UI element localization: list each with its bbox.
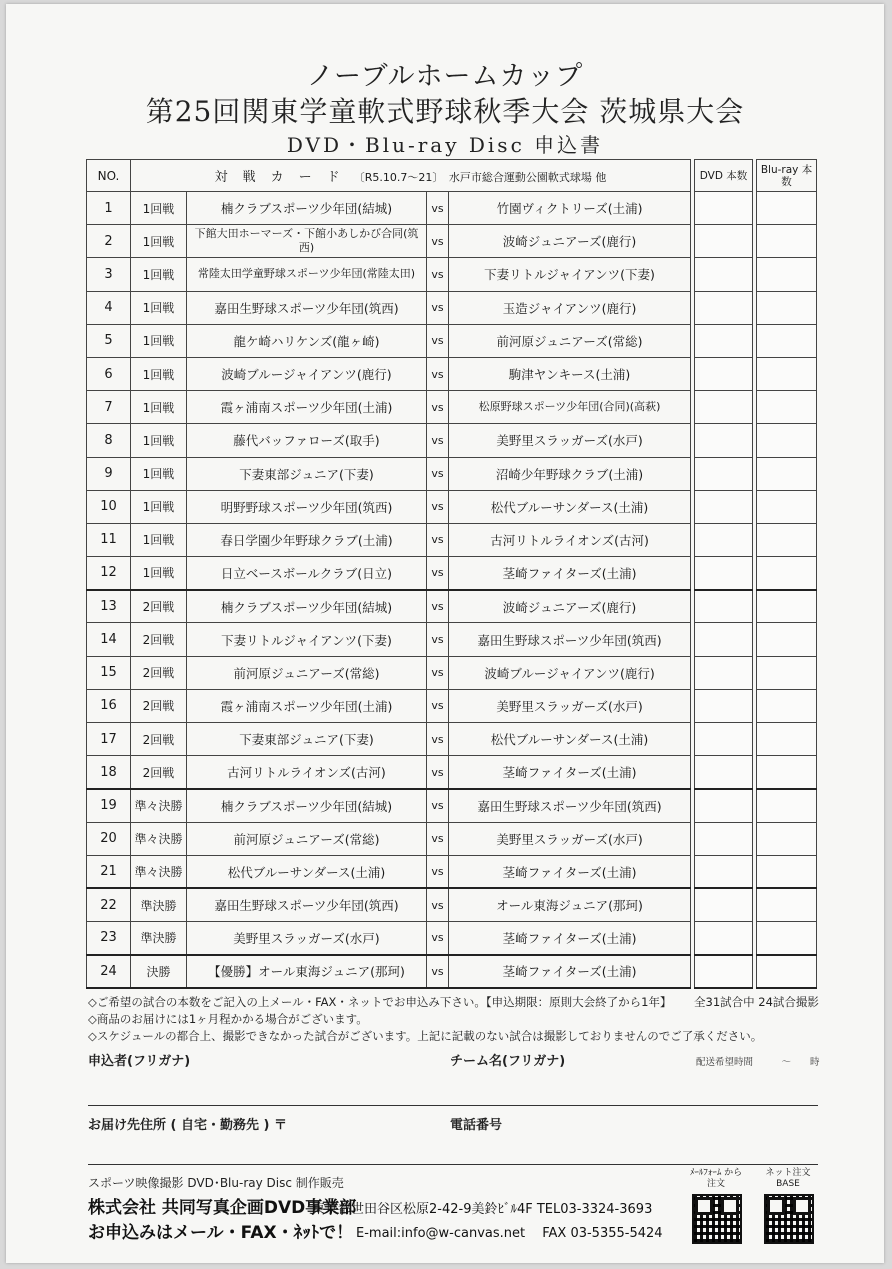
vs-label: vs [427,490,449,523]
dvd-quantity-cell[interactable] [695,391,753,424]
vs-label: vs [427,324,449,357]
vs-label: vs [427,225,449,258]
team-home: 春日学園少年野球クラブ(土浦) [187,523,427,556]
team-home: 日立ベースボールクラブ(日立) [187,557,427,590]
contact-email-fax[interactable]: E-mail:info@w-canvas.net FAX 03-5355-5424 [356,1226,663,1241]
bluray-quantity-cell[interactable] [757,590,817,623]
header-dvd: DVD 本数 [695,160,753,192]
table-row [87,689,817,722]
team-away: 松代ブルーサンダース(土浦) [449,490,691,523]
table-row [87,955,817,988]
dvd-quantity-cell[interactable] [695,656,753,689]
team-home: 下妻リトルジャイアンツ(下妻) [187,623,427,656]
vs-label: vs [427,855,449,888]
qr-mailform-icon[interactable] [692,1194,742,1244]
team-away: 前河原ジュニアーズ(常総) [449,324,691,357]
row-number: 17 [87,723,131,756]
bluray-quantity-cell[interactable] [757,324,817,357]
vs-label: vs [427,888,449,921]
table-row [87,424,817,457]
vs-label: vs [427,822,449,855]
qr-base-label: ネット注文 BASE [765,1168,811,1189]
vs-label: vs [427,590,449,623]
row-number: 12 [87,557,131,590]
dvd-quantity-cell[interactable] [695,557,753,590]
round-label: 2回戦 [131,723,187,756]
bluray-quantity-cell[interactable] [757,756,817,789]
row-number: 8 [87,424,131,457]
team-home: 【優勝】オール東海ジュニア(那珂) [187,955,427,988]
team-home: 楠クラブスポーツ少年団(結城) [187,789,427,822]
table-row [87,291,817,324]
bluray-quantity-cell[interactable] [757,258,817,291]
bluray-quantity-cell[interactable] [757,357,817,390]
table-row [87,656,817,689]
vs-label: vs [427,756,449,789]
dvd-quantity-cell[interactable] [695,523,753,556]
form-title: DVD・Blu-ray Disc 申込書 [286,133,604,157]
table-row [87,457,817,490]
round-label: 2回戦 [131,623,187,656]
bluray-quantity-cell[interactable] [757,922,817,955]
row-number: 18 [87,756,131,789]
company-address: 東京都世田谷区松原2-42-9美鈴ﾋﾞﾙ4F TEL03-3324-3693 [312,1202,653,1217]
round-label: 1回戦 [131,557,187,590]
bluray-quantity-cell[interactable] [757,789,817,822]
team-home: 明野野球スポーツ少年団(筑西) [187,490,427,523]
dvd-quantity-cell[interactable] [695,357,753,390]
round-label: 1回戦 [131,357,187,390]
team-home: 嘉田生野球スポーツ少年団(筑西) [187,888,427,921]
round-label: 1回戦 [131,457,187,490]
team-away: 駒津ヤンキース(土浦) [449,357,691,390]
dvd-quantity-cell[interactable] [695,723,753,756]
vs-label: vs [427,291,449,324]
team-home: 美野里スラッガーズ(水戸) [187,922,427,955]
team-away: 玉造ジャイアンツ(鹿行) [449,291,691,324]
team-away: 嘉田生野球スポーツ少年団(筑西) [449,789,691,822]
team-away: 茎崎ファイターズ(土浦) [449,557,691,590]
round-label: 1回戦 [131,523,187,556]
table-row [87,523,817,556]
delivery-time-label: 配送希望時間 〜 時 [696,1057,820,1068]
row-number: 7 [87,391,131,424]
note-schedule: ◇スケジュールの都合上、撮影できなかった試合がございます。上記に記載のない試合は撮影しておりませんのでご了承ください。 [88,1029,763,1043]
table-row [87,192,817,225]
team-away: 茎崎ファイターズ(土浦) [449,922,691,955]
bluray-quantity-cell[interactable] [757,822,817,855]
team-home: 下妻東部ジュニア(下妻) [187,723,427,756]
bluray-quantity-cell[interactable] [757,391,817,424]
dvd-quantity-cell[interactable] [695,324,753,357]
bluray-quantity-cell[interactable] [757,225,817,258]
team-home: 常陸太田学童野球スポーツ少年団(常陸太田) [187,258,427,291]
table-row [87,391,817,424]
team-home: 下妻東部ジュニア(下妻) [187,457,427,490]
bluray-quantity-cell[interactable] [757,855,817,888]
round-label: 2回戦 [131,689,187,722]
dvd-quantity-cell[interactable] [695,490,753,523]
bluray-quantity-cell[interactable] [757,291,817,324]
vs-label: vs [427,623,449,656]
team-away: 茎崎ファイターズ(土浦) [449,756,691,789]
team-home: 霞ヶ浦南スポーツ少年団(土浦) [187,391,427,424]
qr-base-icon[interactable] [764,1194,814,1244]
vs-label: vs [427,192,449,225]
bluray-quantity-cell[interactable] [757,623,817,656]
dvd-quantity-cell[interactable] [695,756,753,789]
team-home: 前河原ジュニアーズ(常総) [187,822,427,855]
team-away: 竹園ヴィクトリーズ(土浦) [449,192,691,225]
team-home: 前河原ジュニアーズ(常総) [187,656,427,689]
bluray-quantity-cell[interactable] [757,888,817,921]
vs-label: vs [427,357,449,390]
team-home: 松代ブルーサンダース(土浦) [187,855,427,888]
dvd-quantity-cell[interactable] [695,822,753,855]
bluray-quantity-cell[interactable] [757,523,817,556]
bluray-quantity-cell[interactable] [757,955,817,988]
header-card [131,160,691,192]
bluray-quantity-cell[interactable] [757,490,817,523]
row-number: 21 [87,855,131,888]
vs-label: vs [427,723,449,756]
team-home: 嘉田生野球スポーツ少年団(筑西) [187,291,427,324]
round-label: 決勝 [131,955,187,988]
dvd-quantity-cell[interactable] [695,689,753,722]
team-away: オール東海ジュニア(那珂) [449,888,691,921]
team-home: 霞ヶ浦南スポーツ少年団(土浦) [187,689,427,722]
order-callout: お申込みはメール・FAX・ﾈｯﾄで！ [88,1223,354,1243]
table-row [87,756,817,789]
row-number: 10 [87,490,131,523]
round-label: 1回戦 [131,324,187,357]
team-home: 下館大田ホーマーズ・下館小あしかび合同(筑西) [187,225,427,258]
address-line[interactable] [88,1164,818,1165]
bluray-quantity-cell[interactable] [757,192,817,225]
row-number: 5 [87,324,131,357]
team-away: 茎崎ファイターズ(土浦) [449,955,691,988]
table-row [87,324,817,357]
round-label: 準々決勝 [131,822,187,855]
header-card-sub: 〔R5.10.7〜21〕 水戸市総合運動公園軟式球場 他 [353,171,607,184]
dvd-quantity-cell[interactable] [695,955,753,988]
phone-label: 電話番号 [450,1118,503,1133]
team-away: 美野里スラッガーズ(水戸) [449,424,691,457]
vs-label: vs [427,258,449,291]
vs-label: vs [427,922,449,955]
team-away: 美野里スラッガーズ(水戸) [449,822,691,855]
row-number: 9 [87,457,131,490]
address-label: お届け先住所 ( 自宅・勤務先 ) 〒 [88,1118,287,1133]
note-application: ◇ご希望の試合の本数をご記入の上メール・FAX・ネットでお申込み下さい。【申込期限：原則大会終了から1年】 [88,995,672,1009]
round-label: 1回戦 [131,291,187,324]
round-label: 1回戦 [131,490,187,523]
table-row [87,789,817,822]
row-number: 1 [87,192,131,225]
row-number: 2 [87,225,131,258]
table-row [87,357,817,390]
table-row [87,888,817,921]
row-number: 19 [87,789,131,822]
row-number: 6 [87,357,131,390]
applicant-label: 申込者(フリガナ) [88,1054,191,1069]
bluray-quantity-cell[interactable] [757,557,817,590]
vs-label: vs [427,424,449,457]
row-number: 22 [87,888,131,921]
table-row [87,490,817,523]
dvd-quantity-cell[interactable] [695,855,753,888]
vs-label: vs [427,557,449,590]
header-bluray: Blu-ray 本数 [757,160,817,192]
bluray-quantity-cell[interactable] [757,457,817,490]
team-home: 龍ケ崎ハリケンズ(龍ヶ崎) [187,324,427,357]
team-away: 美野里スラッガーズ(水戸) [449,689,691,722]
order-sheet [6,4,884,1263]
row-number: 24 [87,955,131,988]
dvd-quantity-cell[interactable] [695,225,753,258]
dvd-quantity-cell[interactable] [695,424,753,457]
table-row [87,855,817,888]
round-label: 1回戦 [131,225,187,258]
team-away: 沼崎少年野球クラブ(土浦) [449,457,691,490]
row-number: 15 [87,656,131,689]
team-away: 松原野球スポーツ少年団(合同)(高萩) [449,391,691,424]
vs-label: vs [427,457,449,490]
header-no: NO. [87,160,131,192]
vs-label: vs [427,689,449,722]
dvd-quantity-cell[interactable] [695,457,753,490]
round-label: 2回戦 [131,590,187,623]
qr-mailform-label: ﾒｰﾙﾌｫｰﾑ から注文 [689,1168,743,1189]
table-row [87,557,817,590]
table-row [87,590,817,623]
note-delivery: ◇商品のお届けには1ヶ月程かかる場合がございます。 [88,1012,368,1026]
team-away: 波崎ジュニアーズ(鹿行) [449,225,691,258]
team-home: 古河リトルライオンズ(古河) [187,756,427,789]
dvd-quantity-cell[interactable] [695,623,753,656]
bluray-quantity-cell[interactable] [757,723,817,756]
dvd-quantity-cell[interactable] [695,192,753,225]
round-label: 1回戦 [131,192,187,225]
row-number: 3 [87,258,131,291]
table-row [87,723,817,756]
row-number: 23 [87,922,131,955]
round-label: 1回戦 [131,258,187,291]
row-number: 14 [87,623,131,656]
team-away: 茎崎ファイターズ(土浦) [449,855,691,888]
vs-label: vs [427,523,449,556]
team-away: 波崎ブルージャイアンツ(鹿行) [449,656,691,689]
round-label: 2回戦 [131,756,187,789]
row-number: 16 [87,689,131,722]
round-label: 1回戦 [131,391,187,424]
vs-label: vs [427,391,449,424]
team-home: 波崎ブルージャイアンツ(鹿行) [187,357,427,390]
table-header [87,160,817,192]
applicant-line[interactable] [88,1105,818,1106]
team-name-label: チーム名(フリガナ) [450,1054,566,1069]
dvd-quantity-cell[interactable] [695,291,753,324]
round-label: 準決勝 [131,922,187,955]
dvd-quantity-cell[interactable] [695,922,753,955]
round-label: 準決勝 [131,888,187,921]
table-row [87,225,817,258]
dvd-quantity-cell[interactable] [695,258,753,291]
company-tagline: スポーツ映像撮影 DVD･Blu-ray Disc 制作販売 [88,1176,344,1190]
team-home: 楠クラブスポーツ少年団(結城) [187,590,427,623]
bluray-quantity-cell[interactable] [757,689,817,722]
tournament-title: 第25回関東学童軟式野球秋季大会 茨城県大会 [145,95,745,128]
header-card-label: 対 戦 カ ー ド [214,170,341,185]
bluray-quantity-cell[interactable] [757,424,817,457]
team-away: 嘉田生野球スポーツ少年団(筑西) [449,623,691,656]
note-summary: 全31試合中 24試合撮影 [694,995,819,1009]
team-away: 古河リトルライオンズ(古河) [449,523,691,556]
dvd-quantity-cell[interactable] [695,888,753,921]
company-name: 株式会社 共同写真企画DVD事業部 [88,1198,357,1218]
round-label: 準々決勝 [131,855,187,888]
row-number: 4 [87,291,131,324]
dvd-quantity-cell[interactable] [695,789,753,822]
row-number: 11 [87,523,131,556]
team-away: 松代ブルーサンダース(土浦) [449,723,691,756]
round-label: 準々決勝 [131,789,187,822]
table-row [87,822,817,855]
vs-label: vs [427,656,449,689]
match-table [86,159,817,989]
round-label: 1回戦 [131,424,187,457]
row-number: 20 [87,822,131,855]
team-home: 藤代バッファローズ(取手) [187,424,427,457]
vs-label: vs [427,789,449,822]
team-home: 楠クラブスポーツ少年団(結城) [187,192,427,225]
table-row [87,623,817,656]
table-row [87,258,817,291]
row-number: 13 [87,590,131,623]
table-row [87,922,817,955]
team-away: 波崎ジュニアーズ(鹿行) [449,590,691,623]
dvd-quantity-cell[interactable] [695,590,753,623]
team-away: 下妻リトルジャイアンツ(下妻) [449,258,691,291]
round-label: 2回戦 [131,656,187,689]
vs-label: vs [427,955,449,988]
cup-title: ノーブルホームカップ [306,61,584,92]
bluray-quantity-cell[interactable] [757,656,817,689]
